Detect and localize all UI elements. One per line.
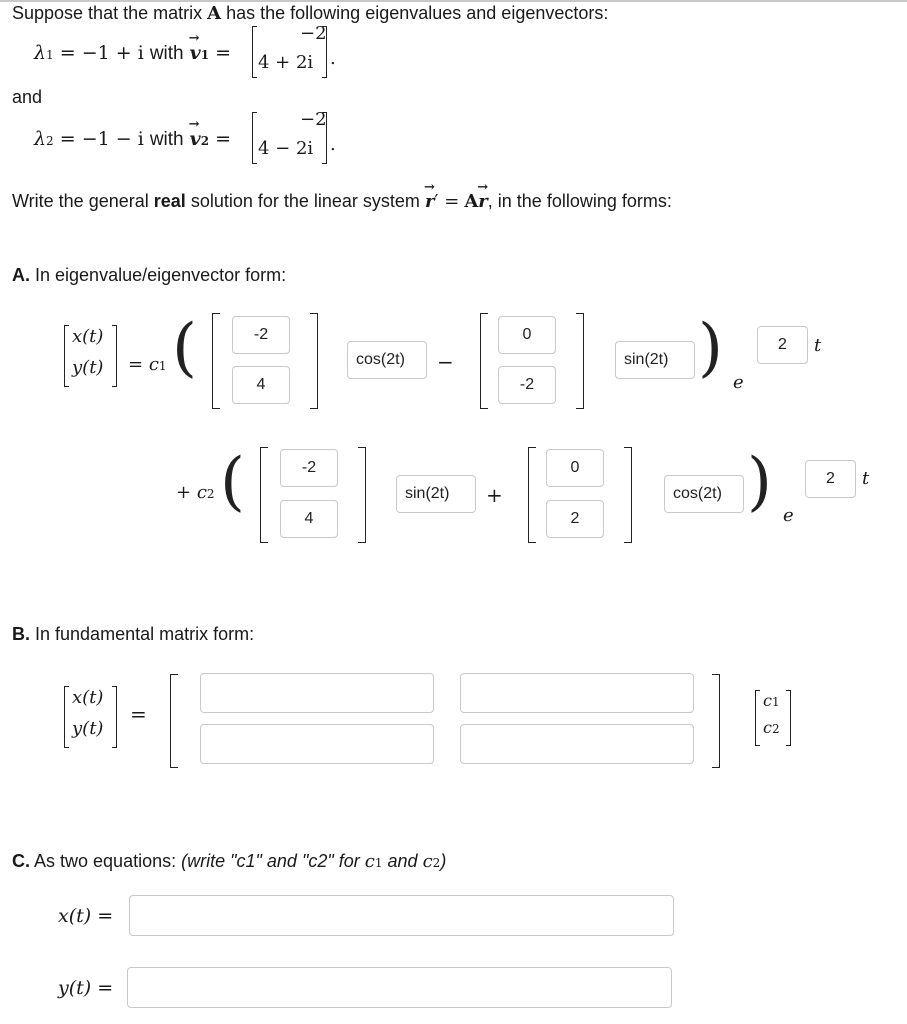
a-row2-vec-b-left-bracket — [528, 447, 536, 543]
v2-top: −2 — [300, 109, 327, 130]
a-row2-vec-a-left-bracket — [260, 447, 268, 543]
a-c1: = c1 — [128, 354, 167, 375]
problem-intro: Suppose that the matrix A has the following eigenvalues and eigenvectors: — [12, 3, 609, 24]
a-row2-vec-b-bottom[interactable]: 2 — [546, 500, 604, 538]
b-matrix-cell-22[interactable] — [460, 724, 694, 764]
b-matrix-cell-12[interactable] — [460, 673, 694, 713]
a-row1-vec-b-bottom[interactable]: -2 — [498, 366, 556, 404]
a-c2: + c2 — [176, 482, 215, 503]
a-row2-vec-a-bottom[interactable]: 4 — [280, 500, 338, 538]
part-b-heading: B. In fundamental matrix form: — [12, 624, 255, 644]
a-row1-vec-a-bottom[interactable]: 4 — [232, 366, 290, 404]
v1-top: −2 — [300, 23, 327, 44]
c-x-label: x(t) = — [58, 905, 114, 927]
b-c-left-bracket — [755, 690, 760, 746]
a-row1-vec-a-top[interactable]: -2 — [232, 316, 290, 354]
b-eq: = — [130, 702, 147, 726]
a-row1-vec-b-top[interactable]: 0 — [498, 316, 556, 354]
a-row1-op: − — [437, 350, 454, 374]
top-divider — [0, 0, 907, 2]
a-row2-op: + — [486, 483, 503, 507]
a-row2-func-b[interactable]: cos(2t) — [664, 475, 744, 513]
b-lhs-y: y(t) — [72, 718, 104, 739]
a-row1-vec-a-left-bracket — [212, 313, 220, 409]
a-row2-func-a[interactable]: sin(2t) — [396, 475, 476, 513]
v2-right-bracket — [322, 112, 327, 164]
b-c2: c2 — [763, 718, 780, 737]
c-y-input[interactable] — [127, 967, 672, 1008]
b-matrix-cell-21[interactable] — [200, 724, 434, 764]
a-row1-exp-var: t — [814, 335, 822, 356]
a-row2-vec-b-top[interactable]: 0 — [546, 449, 604, 487]
c-x-input[interactable] — [129, 895, 674, 936]
a-row1-exp-coef[interactable]: 2 — [757, 326, 808, 364]
part-a-heading: A. In eigenvalue/eigenvector form: — [12, 265, 287, 285]
a-row1-vec-b-right-bracket — [576, 313, 584, 409]
a-row2-vec-a-right-bracket — [358, 447, 366, 543]
and-text: and — [12, 87, 43, 107]
v1-period: . — [330, 48, 336, 69]
a-row2-close-paren: ) — [747, 445, 772, 519]
a-row2-exp-var: t — [862, 468, 870, 489]
a-row2-e: e — [783, 505, 794, 526]
b-matrix-left-bracket — [170, 674, 178, 768]
c-y-label: y(t) = — [58, 977, 114, 999]
b-c-right-bracket — [786, 690, 791, 746]
a-row1-func-a[interactable]: cos(2t) — [347, 341, 427, 379]
a-lhs-y: y(t) — [72, 357, 104, 378]
b-lhs-x: x(t) — [72, 687, 104, 708]
a-row1-vec-a-right-bracket — [310, 313, 318, 409]
b-lhs-right-bracket — [112, 686, 117, 748]
v1-left-bracket — [252, 26, 257, 78]
lambda2-line: λ2 = −1 − i with → v2 = — [34, 128, 231, 151]
a-row2-exp-coef[interactable]: 2 — [805, 460, 856, 498]
v2-period: . — [330, 134, 336, 155]
part-c-heading: C. As two equations: (write "c1" and "c2" for c1 and c2) — [12, 851, 447, 872]
a-row1-close-paren: ) — [698, 311, 723, 385]
a-row2-open-paren: ( — [220, 445, 245, 519]
lambda1-line: λ1 = −1 + i with → v1 = — [34, 42, 231, 65]
b-matrix-right-bracket — [712, 674, 720, 768]
v2-bottom: 4 − 2i — [258, 138, 314, 159]
a-lhs-left-bracket — [64, 325, 69, 387]
instruction: Write the general real solution for the linear system → r′ = A→ r, in the following forms: — [12, 191, 672, 212]
a-row2-vec-b-right-bracket — [624, 447, 632, 543]
a-row1-open-paren: ( — [172, 311, 197, 385]
a-row1-func-b[interactable]: sin(2t) — [615, 341, 695, 379]
a-row1-e: e — [733, 372, 744, 393]
v1-bottom: 4 + 2i — [258, 52, 314, 73]
b-lhs-left-bracket — [64, 686, 69, 748]
a-row1-vec-b-left-bracket — [480, 313, 488, 409]
v2-left-bracket — [252, 112, 257, 164]
b-matrix-cell-11[interactable] — [200, 673, 434, 713]
a-row2-vec-a-top[interactable]: -2 — [280, 449, 338, 487]
a-lhs-x: x(t) — [72, 326, 104, 347]
v1-right-bracket — [322, 26, 327, 78]
a-lhs-right-bracket — [112, 325, 117, 387]
b-c1: c1 — [763, 691, 780, 710]
